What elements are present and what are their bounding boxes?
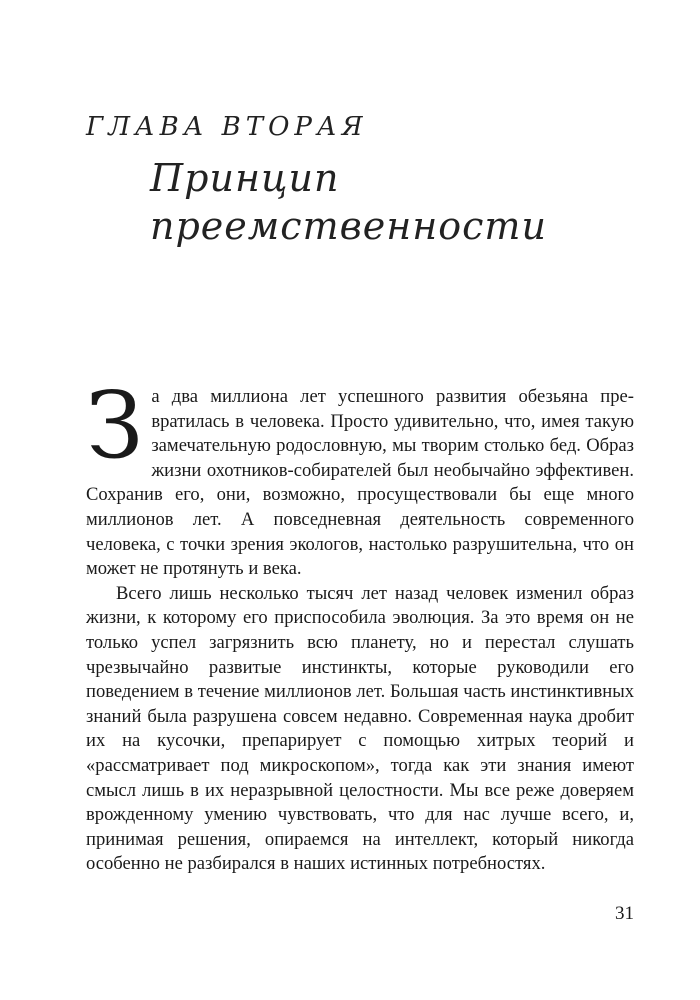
chapter-label: ГЛАВА ВТОРАЯ [86,112,368,142]
paragraph-2: Всего лишь несколько тысяч лет назад человек изменил образ жизни, к которому его приспособила эволюция. За это время он не только успел загрязнить всю планету, но и перестал слушать чрезвычайно развитые инстинкты, которые руководили его поведением в течение миллионов лет. Большая часть инстинктивных знаний была разрушена совсем недавно. Современная наука дробит их на кусочки, препарирует с помощью хитрых теорий и «рассматривает под микроскопом», тогда как эти знания имеют смысл лишь в их неразрывной целостности. Мы все реже доверяем врожденному умению чувствовать, что для нас лучше всего, и, принимая решения, опираемся на интеллект, который никогда особенно не разбирался в наших истинных потребностях. [86,582,634,875]
chapter-title [150,154,547,250]
chapter-title-line-2: преемственности [150,204,547,248]
chapter-title-line-1: Принцип [150,156,340,200]
body-text [86,372,634,877]
paragraph-1 [86,372,634,582]
page-number: 31 [615,903,634,924]
paragraph-1-text: а два миллиона лет успешного развития обезьяна превратилась в человека. Просто удивительно, что, имея такую замечательную родословную, мы творим столько бед. Образ жизни охотников-собирателей был необычайно эффективен. Сохранив его, они, возможно, просуществовали бы еще много миллионов лет. А повседневная деятельность современного человека, с точки зрения экологов, настолько разрушительна, что он может не протянуть и века. [86,386,634,580]
drop-cap: З [86,372,144,479]
